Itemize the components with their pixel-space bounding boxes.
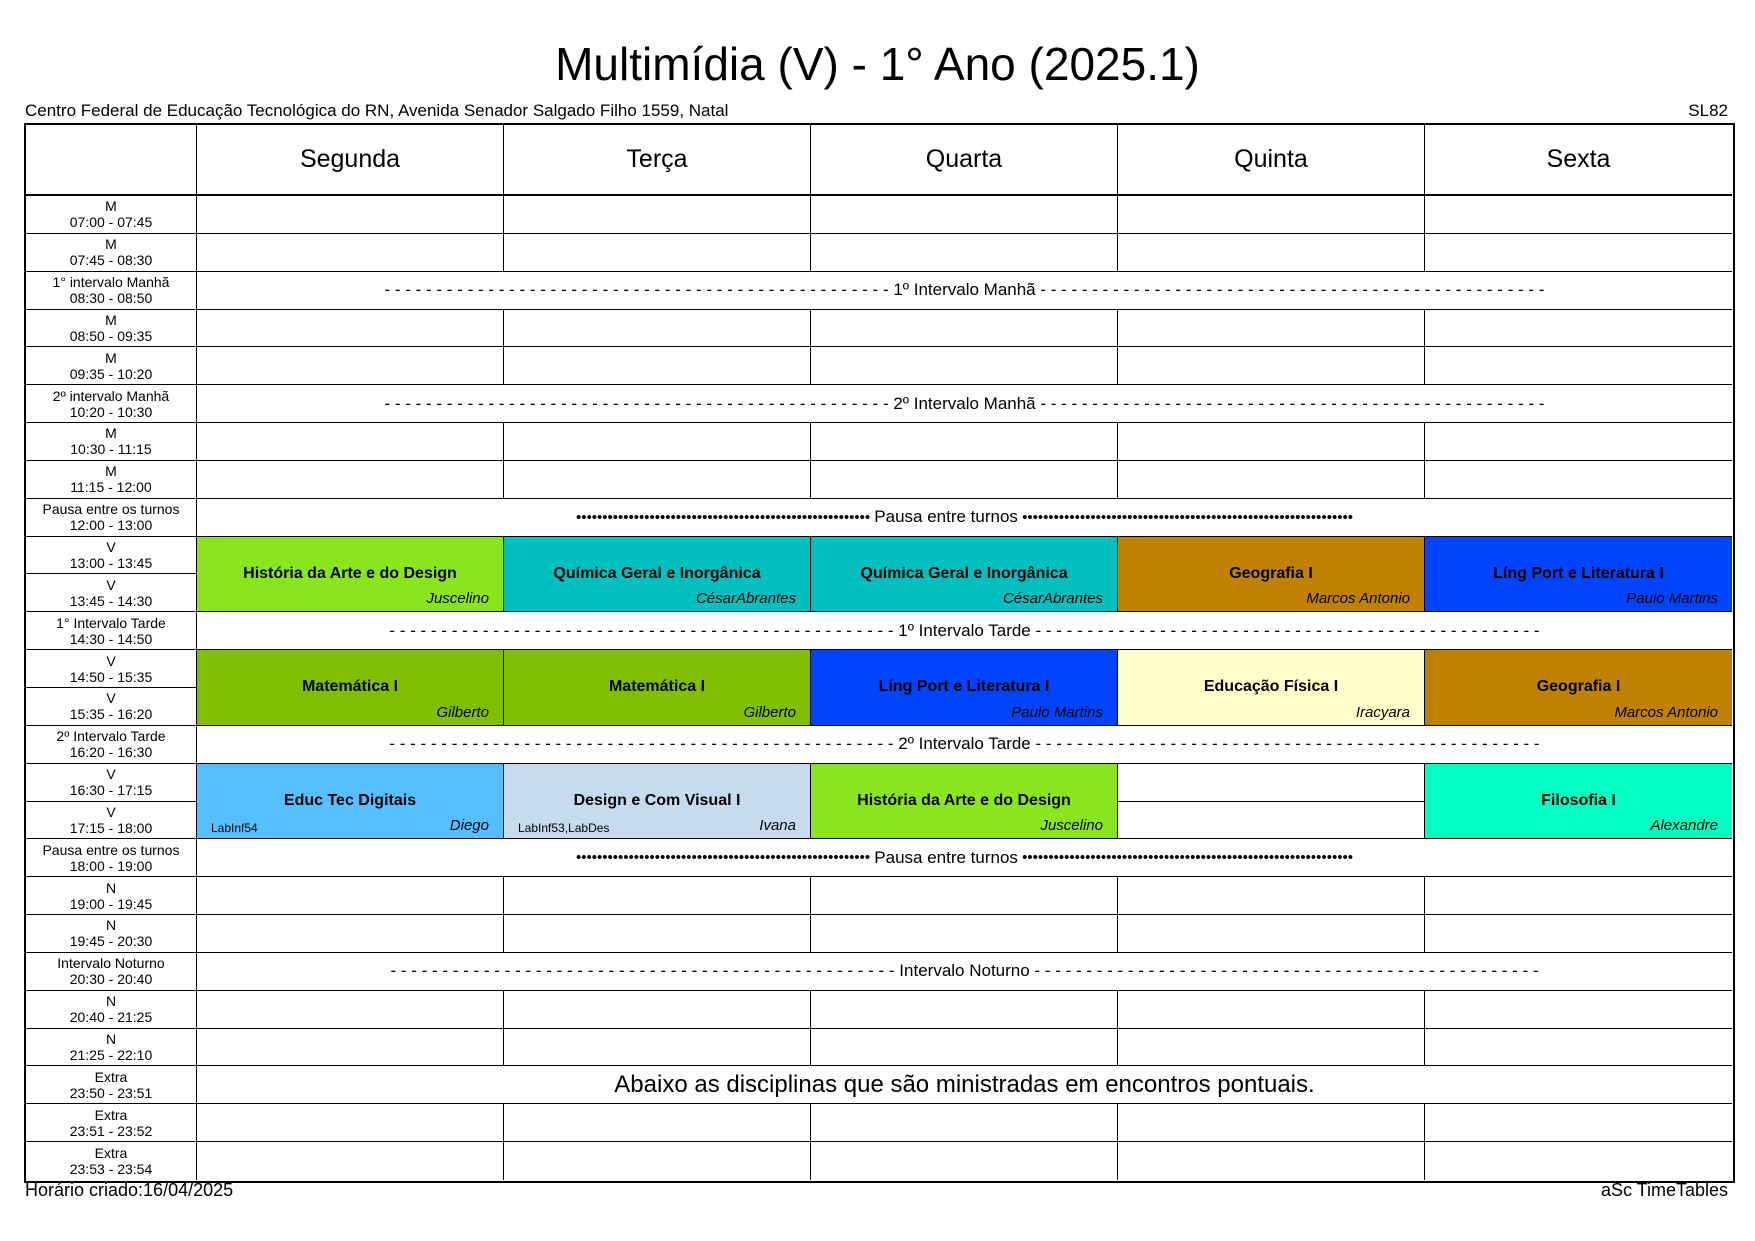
empty-slot[interactable] bbox=[1425, 991, 1732, 1029]
period-time: 09:35 - 10:20 bbox=[69, 365, 153, 382]
period-name: V bbox=[106, 539, 116, 556]
period-label bbox=[26, 991, 197, 1029]
period-label bbox=[26, 953, 197, 991]
empty-slot[interactable] bbox=[197, 310, 504, 348]
leader-right: ••••••••••••••••••••••••••••••••••••••••••••••••••••••••••••••• bbox=[1017, 508, 1353, 526]
period-time: 21:25 - 22:10 bbox=[69, 1047, 153, 1064]
lesson-room: LabInf53,LabDes bbox=[518, 821, 610, 836]
empty-slot[interactable] bbox=[504, 1104, 811, 1142]
leader-right: - - - - - - - - - - - - - - - - - - - - - - - - - - - - - - - - - - - - - - - - - - - - - - - - - bbox=[1030, 734, 1540, 754]
empty-slot[interactable] bbox=[1425, 877, 1732, 915]
empty-slot[interactable] bbox=[1425, 1142, 1732, 1180]
break-label: Intervalo Noturno bbox=[899, 961, 1030, 981]
leader-right: - - - - - - - - - - - - - - - - - - - - - - - - - - - - - - - - - - - - - - - - - - - - - - - - - bbox=[1035, 280, 1545, 300]
period-time: 08:30 - 08:50 bbox=[69, 290, 153, 307]
period-label bbox=[26, 461, 197, 499]
period-time: 13:45 - 14:30 bbox=[69, 592, 153, 609]
period-time: 23:51 - 23:52 bbox=[69, 1122, 153, 1139]
lesson-teacher: Paulo Martins bbox=[1011, 703, 1103, 721]
empty-slot[interactable] bbox=[811, 877, 1118, 915]
empty-slot[interactable] bbox=[1118, 1104, 1425, 1142]
empty-slot[interactable] bbox=[1118, 461, 1425, 499]
period-label bbox=[26, 423, 197, 461]
period-time: 08:50 - 09:35 bbox=[69, 327, 153, 344]
period-time: 14:50 - 15:35 bbox=[69, 668, 153, 685]
empty-slot[interactable] bbox=[197, 1104, 504, 1142]
period-time: 13:00 - 13:45 bbox=[69, 555, 153, 572]
period-label bbox=[26, 726, 197, 764]
lesson-card[interactable] bbox=[811, 650, 1118, 726]
period-time: 16:20 - 16:30 bbox=[69, 744, 153, 761]
break-label: 1º Intervalo Tarde bbox=[898, 620, 1031, 640]
lesson-teacher: Marcos Antonio bbox=[1306, 590, 1410, 608]
lesson-subject: Química Geral e Inorgânica bbox=[553, 564, 761, 582]
empty-slot[interactable] bbox=[1118, 310, 1425, 348]
lesson-subject: Filosofia I bbox=[1541, 792, 1616, 810]
period-time: 23:53 - 23:54 bbox=[69, 1161, 153, 1178]
leader-left: - - - - - - - - - - - - - - - - - - - - - - - - - - - - - - - - - - - - - - - - - - - - - - - - - bbox=[390, 961, 900, 981]
period-label bbox=[26, 272, 197, 310]
period-name: 2º Intervalo Tarde bbox=[56, 728, 166, 745]
period-label bbox=[26, 612, 197, 650]
leader-left: •••••••••••••••••••••••••••••••••••••••••••••••••••••••• bbox=[576, 508, 875, 526]
lesson-teacher: Juscelino bbox=[1040, 817, 1103, 835]
empty-slot[interactable] bbox=[1425, 234, 1732, 272]
empty-slot[interactable] bbox=[197, 423, 504, 461]
period-time: 17:15 - 18:00 bbox=[69, 819, 153, 836]
period-name: Pausa entre os turnos bbox=[42, 841, 180, 858]
period-time: 10:20 - 10:30 bbox=[69, 403, 153, 420]
shift-break-row bbox=[197, 839, 1732, 877]
page-title: Multimídia (V) - 1° Ano (2025.1) bbox=[555, 38, 1200, 90]
shift-break-row bbox=[197, 499, 1732, 537]
period-time: 20:30 - 20:40 bbox=[69, 971, 153, 988]
period-label bbox=[26, 310, 197, 348]
day-header bbox=[1118, 125, 1425, 196]
period-label bbox=[26, 234, 197, 272]
period-name: V bbox=[106, 766, 116, 783]
lesson-card[interactable] bbox=[1425, 537, 1732, 613]
period-name: M bbox=[105, 236, 117, 253]
period-name: Extra bbox=[94, 1068, 128, 1085]
period-time: 14:30 - 14:50 bbox=[69, 630, 153, 647]
lesson-teacher: Juscelino bbox=[426, 590, 489, 608]
period-label bbox=[26, 385, 197, 423]
period-time: 23:50 - 23:51 bbox=[69, 1084, 153, 1101]
leader-left: - - - - - - - - - - - - - - - - - - - - - - - - - - - - - - - - - - - - - - - - - - - - - - - - - bbox=[389, 620, 899, 640]
empty-slot[interactable] bbox=[1118, 764, 1425, 802]
lesson-subject: Matemática I bbox=[301, 678, 399, 696]
app-brand: aSc TimeTables bbox=[1600, 1180, 1728, 1200]
period-name: M bbox=[105, 198, 117, 215]
period-label bbox=[26, 499, 197, 537]
empty-slot[interactable] bbox=[504, 461, 811, 499]
period-name: V bbox=[106, 690, 116, 707]
lesson-subject: Matemática I bbox=[608, 678, 706, 696]
period-name: M bbox=[105, 425, 117, 442]
period-label bbox=[26, 764, 197, 802]
lesson-card[interactable] bbox=[1118, 650, 1425, 726]
period-time: 20:40 - 21:25 bbox=[69, 1009, 153, 1026]
day-header-label: Quinta bbox=[1234, 145, 1308, 173]
lesson-card[interactable] bbox=[504, 764, 811, 840]
interval-row bbox=[197, 272, 1732, 310]
period-time: 07:45 - 08:30 bbox=[69, 252, 153, 269]
period-label bbox=[26, 1029, 197, 1067]
leader-left: - - - - - - - - - - - - - - - - - - - - - - - - - - - - - - - - - - - - - - - - - - - - - - - - - bbox=[384, 280, 894, 300]
period-label bbox=[26, 537, 197, 575]
empty-slot[interactable] bbox=[504, 423, 811, 461]
break-label: Pausa entre turnos bbox=[874, 847, 1018, 867]
break-label: 1º Intervalo Manhã bbox=[893, 280, 1036, 300]
break-label: Pausa entre turnos bbox=[874, 507, 1018, 527]
lesson-room: LabInf54 bbox=[211, 821, 258, 836]
empty-slot[interactable] bbox=[197, 196, 504, 234]
interval-row bbox=[197, 612, 1732, 650]
empty-slot[interactable] bbox=[197, 347, 504, 385]
lesson-subject: Líng Port e Literatura I bbox=[878, 678, 1050, 696]
empty-slot[interactable] bbox=[1425, 196, 1732, 234]
empty-slot[interactable] bbox=[1118, 877, 1425, 915]
empty-slot[interactable] bbox=[1425, 461, 1732, 499]
empty-slot[interactable] bbox=[504, 1029, 811, 1067]
lesson-teacher: Marcos Antonio bbox=[1614, 703, 1718, 721]
period-time: 15:35 - 16:20 bbox=[69, 706, 153, 723]
leader-right: - - - - - - - - - - - - - - - - - - - - - - - - - - - - - - - - - - - - - - - - - - - - - - - - - bbox=[1030, 620, 1540, 640]
period-time: 19:00 - 19:45 bbox=[69, 895, 153, 912]
empty-slot[interactable] bbox=[811, 1104, 1118, 1142]
empty-slot[interactable] bbox=[1118, 915, 1425, 953]
day-header bbox=[504, 125, 811, 196]
lesson-card[interactable] bbox=[1425, 764, 1732, 840]
lesson-card[interactable] bbox=[197, 650, 504, 726]
empty-slot[interactable] bbox=[504, 310, 811, 348]
empty-slot[interactable] bbox=[1425, 310, 1732, 348]
lesson-card[interactable] bbox=[197, 537, 504, 613]
lesson-card[interactable] bbox=[1118, 537, 1425, 613]
period-name: N bbox=[105, 1031, 117, 1048]
period-name: N bbox=[105, 917, 117, 934]
period-time: 18:00 - 19:00 bbox=[69, 857, 153, 874]
period-name: M bbox=[105, 349, 117, 366]
empty-slot[interactable] bbox=[1118, 991, 1425, 1029]
lesson-subject: Educação Física I bbox=[1203, 678, 1339, 696]
period-name: M bbox=[105, 463, 117, 480]
lesson-subject: Líng Port e Literatura I bbox=[1493, 564, 1664, 582]
period-name: N bbox=[105, 879, 117, 896]
lesson-teacher: Diego bbox=[449, 817, 489, 835]
lesson-card[interactable] bbox=[1425, 650, 1732, 726]
empty-slot[interactable] bbox=[811, 310, 1118, 348]
period-name: Extra bbox=[94, 1145, 128, 1162]
empty-slot[interactable] bbox=[811, 991, 1118, 1029]
empty-slot[interactable] bbox=[811, 915, 1118, 953]
period-name: M bbox=[105, 311, 117, 328]
leader-right: ••••••••••••••••••••••••••••••••••••••••••••••••••••••••••••••• bbox=[1017, 849, 1353, 867]
extra-note: Abaixo as disciplinas que são ministradas em encontros pontuais. bbox=[614, 1070, 1315, 1098]
day-header-label: Segunda bbox=[299, 145, 401, 173]
period-label bbox=[26, 574, 197, 612]
period-label bbox=[26, 196, 197, 234]
empty-slot[interactable] bbox=[811, 423, 1118, 461]
period-label bbox=[26, 688, 197, 726]
lesson-subject: Química Geral e Inorgânica bbox=[860, 564, 1068, 582]
day-header bbox=[811, 125, 1118, 196]
day-header-label: Quarta bbox=[925, 145, 1003, 173]
lesson-subject: Geografia I bbox=[1536, 678, 1621, 696]
period-name: Extra bbox=[94, 1106, 128, 1123]
period-label bbox=[26, 877, 197, 915]
day-header-label: Terça bbox=[626, 145, 688, 173]
period-label bbox=[26, 839, 197, 877]
day-header-label: Sexta bbox=[1546, 145, 1611, 173]
day-header bbox=[1425, 125, 1732, 196]
school-address: Centro Federal de Educação Tecnológica do RN, Avenida Senador Salgado Filho 1559, Natal bbox=[25, 101, 729, 120]
lesson-subject: História da Arte e do Design bbox=[243, 564, 457, 582]
lesson-card[interactable] bbox=[504, 537, 811, 613]
created-date: Horário criado:16/04/2025 bbox=[25, 1180, 234, 1200]
lesson-teacher: CésarAbrantes bbox=[695, 590, 796, 608]
period-time: 11:15 - 12:00 bbox=[70, 479, 152, 496]
empty-slot[interactable] bbox=[504, 196, 811, 234]
lesson-teacher: Gilberto bbox=[743, 703, 796, 721]
empty-slot[interactable] bbox=[811, 461, 1118, 499]
period-name: V bbox=[106, 803, 116, 820]
empty-slot[interactable] bbox=[1425, 347, 1732, 385]
empty-slot[interactable] bbox=[1118, 423, 1425, 461]
empty-slot[interactable] bbox=[811, 1142, 1118, 1180]
leader-right: - - - - - - - - - - - - - - - - - - - - - - - - - - - - - - - - - - - - - - - - - - - - - - - - - bbox=[1029, 961, 1539, 981]
empty-slot[interactable] bbox=[1118, 1029, 1425, 1067]
empty-slot[interactable] bbox=[1425, 915, 1732, 953]
empty-slot[interactable] bbox=[504, 915, 811, 953]
lesson-subject: Educ Tec Digitais bbox=[283, 792, 417, 810]
period-name: 2º intervalo Manhã bbox=[52, 387, 170, 404]
empty-slot[interactable] bbox=[1118, 802, 1425, 840]
empty-slot[interactable] bbox=[811, 347, 1118, 385]
empty-slot[interactable] bbox=[1118, 1142, 1425, 1180]
period-name: 1° intervalo Manhã bbox=[52, 274, 170, 291]
empty-slot[interactable] bbox=[197, 1029, 504, 1067]
leader-left: •••••••••••••••••••••••••••••••••••••••••••••••••••••••• bbox=[576, 849, 875, 867]
lesson-subject: História da Arte e do Design bbox=[857, 792, 1071, 810]
empty-slot[interactable] bbox=[1425, 1104, 1732, 1142]
lesson-card[interactable] bbox=[197, 764, 504, 840]
lesson-teacher: Iracyara bbox=[1355, 703, 1410, 721]
lesson-card[interactable] bbox=[811, 764, 1118, 840]
lesson-subject: Geografia I bbox=[1229, 564, 1313, 582]
timetable-grid bbox=[24, 123, 1735, 1183]
period-time: 07:00 - 07:45 bbox=[69, 214, 153, 231]
empty-slot[interactable] bbox=[1118, 196, 1425, 234]
corner-cell bbox=[26, 125, 197, 196]
period-name: N bbox=[105, 993, 117, 1010]
empty-slot[interactable] bbox=[1118, 234, 1425, 272]
empty-slot[interactable] bbox=[197, 991, 504, 1029]
period-time: 12:00 - 13:00 bbox=[69, 517, 153, 534]
lesson-card[interactable] bbox=[504, 650, 811, 726]
period-name: V bbox=[106, 652, 116, 669]
empty-slot[interactable] bbox=[504, 877, 811, 915]
period-label bbox=[26, 1142, 197, 1180]
break-label: 2º Intervalo Tarde bbox=[898, 734, 1031, 754]
lesson-teacher: CésarAbrantes bbox=[1002, 590, 1103, 608]
period-label bbox=[26, 1104, 197, 1142]
period-name: V bbox=[106, 576, 116, 593]
empty-slot[interactable] bbox=[197, 461, 504, 499]
empty-slot[interactable] bbox=[197, 877, 504, 915]
period-time: 19:45 - 20:30 bbox=[69, 933, 153, 950]
interval-row bbox=[197, 953, 1732, 991]
empty-slot[interactable] bbox=[504, 1142, 811, 1180]
empty-slot[interactable] bbox=[1118, 347, 1425, 385]
empty-slot[interactable] bbox=[197, 234, 504, 272]
empty-slot[interactable] bbox=[811, 1029, 1118, 1067]
period-time: 16:30 - 17:15 bbox=[69, 782, 153, 799]
period-label bbox=[26, 802, 197, 840]
lesson-teacher: Alexandre bbox=[1650, 817, 1718, 835]
period-name: Pausa entre os turnos bbox=[42, 501, 180, 518]
lesson-teacher: Gilberto bbox=[436, 703, 489, 721]
period-name: Intervalo Noturno bbox=[57, 955, 165, 972]
empty-slot[interactable] bbox=[1425, 423, 1732, 461]
empty-slot[interactable] bbox=[197, 1142, 504, 1180]
day-header bbox=[197, 125, 504, 196]
lesson-card[interactable] bbox=[811, 537, 1118, 613]
lesson-subject: Design e Com Visual I bbox=[573, 792, 741, 810]
break-label: 2º Intervalo Manhã bbox=[893, 393, 1036, 413]
period-name: 1° Intervalo Tarde bbox=[56, 614, 166, 631]
empty-slot[interactable] bbox=[504, 234, 811, 272]
empty-slot[interactable] bbox=[504, 991, 811, 1029]
empty-slot[interactable] bbox=[811, 234, 1118, 272]
empty-slot[interactable] bbox=[197, 915, 504, 953]
leader-right: - - - - - - - - - - - - - - - - - - - - - - - - - - - - - - - - - - - - - - - - - - - - - - - - - bbox=[1035, 393, 1545, 413]
empty-slot[interactable] bbox=[504, 347, 811, 385]
period-label bbox=[26, 915, 197, 953]
empty-slot[interactable] bbox=[1425, 1029, 1732, 1067]
lesson-teacher: Paulo Martins bbox=[1626, 590, 1718, 608]
leader-left: - - - - - - - - - - - - - - - - - - - - - - - - - - - - - - - - - - - - - - - - - - - - - - - - - bbox=[389, 734, 899, 754]
leader-left: - - - - - - - - - - - - - - - - - - - - - - - - - - - - - - - - - - - - - - - - - - - - - - - - - bbox=[384, 393, 894, 413]
extra-note-row bbox=[197, 1066, 1732, 1104]
lesson-teacher: Ivana bbox=[759, 817, 796, 835]
interval-row bbox=[197, 385, 1732, 423]
room-code: SL82 bbox=[1688, 101, 1728, 120]
period-label bbox=[26, 347, 197, 385]
empty-slot[interactable] bbox=[811, 196, 1118, 234]
period-label bbox=[26, 1066, 197, 1104]
period-label bbox=[26, 650, 197, 688]
interval-row bbox=[197, 726, 1732, 764]
period-time: 10:30 - 11:15 bbox=[70, 441, 152, 458]
